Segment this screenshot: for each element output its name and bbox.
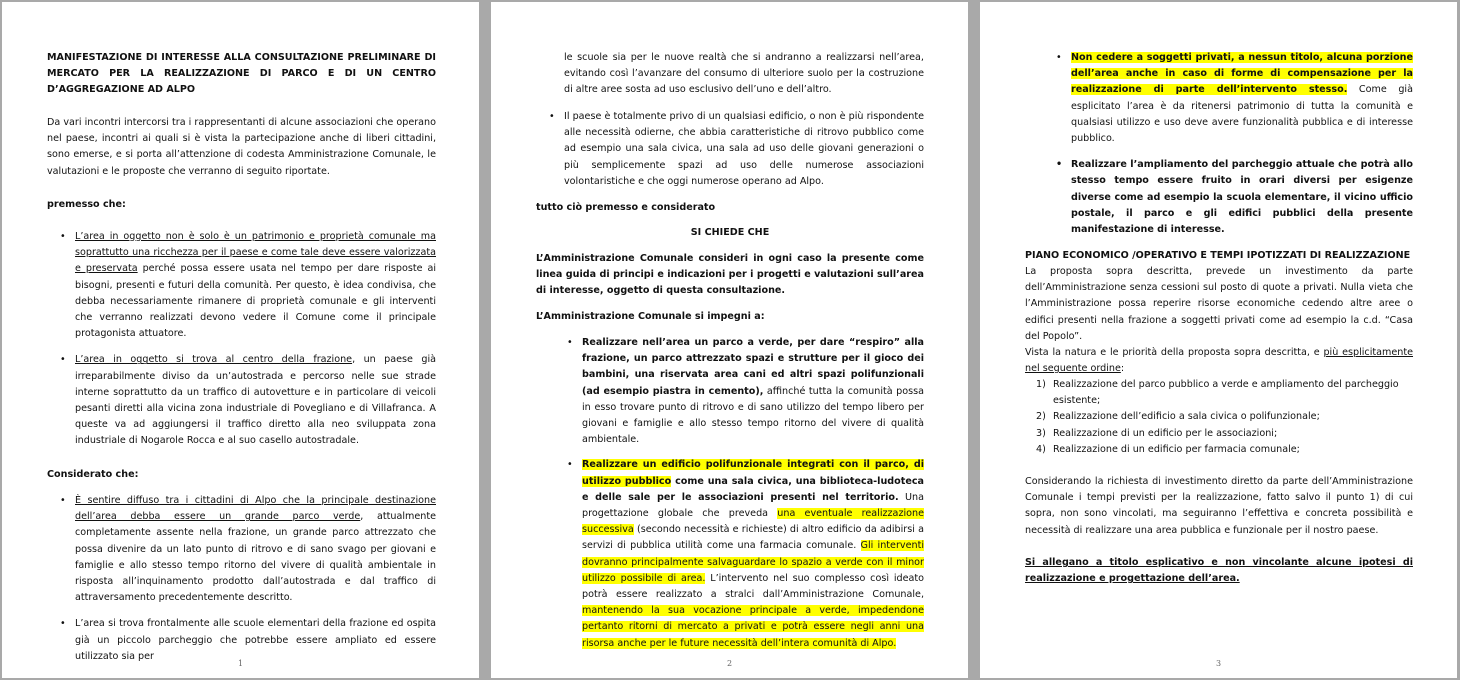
item-text: , attualmente completamente assente nella frazione, un grande parco attrezzato che possa divenire da un lato punto di ritrovo e di sano svago per giovani e famiglie e allo stesso tempo ritorno del vivere di qualità ambientale in risposta all’inquinamento prodotto dall’autostrada e dal traffico di attraversamento precedentemente descritto.: [75, 511, 436, 604]
list-item: • L’area si trova frontalmente alle scuole elementari della frazione ed ospita già un piccolo parcheggio che potrebbe essere ampliato ed essere utilizzato sia per: [75, 616, 436, 665]
list-item: [75, 352, 436, 449]
item-text: Vista la natura e le priorità della proposta sopra descritta, e: [1025, 347, 1324, 358]
considerato-list-cont: [564, 109, 924, 190]
highlighted-text: Gli interventi dovranno principalmente salvaguardare lo spazio a verde con il minor utilizzo possibile di area.: [582, 540, 924, 584]
list-item: • Il paese è totalmente privo di un qualsiasi edificio, o non è più rispondente alle necessità odierne, che abbia caratteristiche di ritrovo pubblico come ad esempio una sala civica, una sala ad uso delle giovani generazioni o più semplicemente spazi ad uso delle numerose associazioni volontaristiche e che oggi numerose operano ad Alpo.: [564, 109, 924, 190]
premesso-list: [75, 229, 436, 450]
item-text: perché possa essere usata nel tempo per dare risposte ai bisogni, presenti e futuri della comunità. Per questo, è idea condivisa, che debba necessariamente rimanere di proprietà comunale e gli interventi che verranno realizzati devono vedere il Comune come il principale protagonista attuatore.: [75, 263, 436, 340]
item-text: L’intervento nel suo complesso così ideato potrà essere realizzato a stralci dall’Amministrazione Comunale,: [582, 572, 924, 601]
list-item: 2) Realizzazione dell’edificio a sala civica o polifunzionale;: [1036, 411, 1320, 423]
linea-guida-paragraph: L’Amministrazione Comunale consideri in ogni caso la presente come linea guida di principi e indicazioni per i progetti e valutazioni sull’area di interesse, oggetto di questa consultazione.: [536, 253, 924, 297]
highlighted-text: mantenendo la sua vocazione principale a verde, impedendone pertanto ritorni di mercato a privati e potrà essere negli anni una risorsa anche per le future necessità dell’intera comunità di Alpo.: [582, 605, 924, 649]
document-title: MANIFESTAZIONE DI INTERESSE ALLA CONSULTAZIONE PRELIMINARE DI MERCATO PER LA REALIZZAZIONE DI PARCO E DI UN CENTRO D’AGGREGAZIONE AD ALPO: [47, 52, 436, 96]
page-number: 1: [237, 659, 244, 668]
continued-paragraph: le scuole sia per le nuove realtà che si andranno a realizzarsi nell’area, evitando così l’avanzare del consumo di ulteriore suolo per la costruzione di altre aree sosta ad uso esclusivo dell’uno e dell’altro.: [564, 52, 924, 96]
item-text: :: [1120, 363, 1125, 375]
considerando-paragraph: Considerando la richiesta di investimento diretto da parte dell’Amministrazione Comunale i tempi previsti per la realizzazione, fatto salvo il punto 1) di cui sopra, non sono vincolati, ma seguiranno l’effettiva e concreta possibilità e necessità di realizzare una area pubblica e funzionale per il nostro paese.: [1025, 476, 1413, 536]
document-page-1: [2, 2, 479, 678]
list-item: [75, 229, 436, 342]
list-item: [582, 335, 924, 448]
underlined-text: più esplicitamente nel seguente ordine: [1025, 347, 1414, 375]
item-text: Come già esplicitato l’area è da ritenersi patrimonio di tutta la comunità e qualsiasi utilizzo e uso deve avere funzionalità pubblica e di interesse pubblico.: [1071, 84, 1413, 145]
underlined-text: L’area in oggetto si trova al centro della frazione: [75, 354, 353, 366]
list-item: [1071, 50, 1413, 147]
item-text: Una progettazione globale che preveda: [582, 491, 924, 520]
list-item: 3) Realizzazione di un edificio per le associazioni;: [1036, 427, 1278, 439]
impegni-list: [582, 335, 924, 652]
premesso-heading: premesso che:: [47, 199, 126, 210]
bold-text: Realizzare nell’area un parco a verde, per dare “respiro” alla frazione, un parco attrezzato spazi e strutture per il gioco dei bambini, una riservata area cani ed altri spazi polifunzionali (ad esempio piastra in cemento),: [582, 337, 924, 397]
considerato-list: [75, 493, 436, 665]
impegni-list-cont: [1071, 50, 1413, 238]
piano-heading: PIANO ECONOMICO /OPERATIVO E TEMPI IPOTIZZATI DI REALIZZAZIONE: [1025, 250, 1411, 261]
intro-paragraph: Da vari incontri intercorsi tra i rappresentanti di alcune associazioni che operano nel paese, incontri ai quali si è vista la partecipazione anche di liberi cittadini, sono emerse, e si porta all’attenzione di codesta Amministrazione Comunale, le valutazioni e le proposte che verranno di seguito riportate.: [47, 117, 436, 177]
page-number: 2: [726, 659, 733, 668]
allegano-paragraph: Si allegano a titolo esplicativo e non vincolante alcune ipotesi di realizzazione e progettazione dell’area.: [1025, 557, 1413, 585]
item-text: , un paese già irreparabilmente diviso da un’autostrada e percorso nelle sue strade interne soprattutto da un traffico di autovetture e in particolare di veicoli pesanti diretti alla vicina zona industriale di Povegliano e di Villafranca. A queste va ad aggiungersi il traffico diretto alla neo sviluppata zona industriale di Nogarole Rocca e al suo casello autostradale.: [75, 354, 437, 447]
bold-text: come una sala civica, una biblioteca-ludoteca e delle sale per le associazioni presenti nel territorio.: [582, 475, 924, 503]
impegni-heading: L’Amministrazione Comunale si impegni a:: [536, 311, 765, 322]
highlighted-text: una eventuale realizzazione successiva: [582, 508, 924, 536]
list-item: [75, 493, 436, 606]
list-item: [582, 457, 924, 651]
list-item: 4) Realizzazione di un edificio per farmacia comunale;: [1036, 443, 1300, 455]
document-page-3: [980, 2, 1457, 678]
page-number: 3: [1215, 659, 1222, 668]
priority-list: [1036, 377, 1413, 458]
tutto-premesso: tutto ciò premesso e considerato: [536, 202, 716, 213]
si-chiede-heading: SI CHIEDE CHE: [690, 227, 770, 238]
item-text: (secondo necessità e richieste) di altro edificio da adibirsi a servizi di pubblica utilità come una farmacia comunale.: [582, 524, 924, 552]
highlighted-text: Non cedere a soggetti privati, a nessun titolo, alcuna porzione dell’area anche in caso di forme di compensazione per la realizzazione di parte dell’intervento stesso.: [1071, 52, 1413, 96]
considerato-heading: Considerato che:: [47, 469, 139, 480]
underlined-text: L’area in oggetto non è solo è un patrimonio e proprietà comunale ma soprattutto una ricchezza per il paese e come tale deve essere valorizzata e preservata: [75, 231, 436, 275]
list-item: • Realizzare l’ampliamento del parcheggio attuale che potrà allo stesso tempo essere fruito in orari diversi per esigenze diverse come ad esempio la scuola elementare, il vicino ufficio postale, il parco e gli edifici pubblici della presente manifestazione di interesse.: [1071, 157, 1413, 238]
document-page-2: [491, 2, 968, 678]
highlighted-text: Realizzare un edificio polifunzionale integrati con il parco, di utilizzo pubblico: [582, 459, 924, 487]
item-text: affinché tutta la comunità possa in esso trovare punto di ritrovo e di sano utilizzo del tempo libero per giovani e famiglie e allo stesso tempo ritorno del vivere di qualità ambientale.: [582, 385, 924, 446]
underlined-text: È sentire diffuso tra i cittadini di Alpo che la principale destinazione dell’area debba essere un grande parco verde: [75, 495, 436, 523]
vista-paragraph: [1025, 345, 1413, 377]
list-item: 1) Realizzazione del parco pubblico a verde e ampliamento del parcheggio esistente;: [1036, 379, 1399, 407]
piano-paragraph: La proposta sopra descritta, prevede un investimento da parte dell’Amministrazione senza cessioni sul posto di quote a privati. Nulla vieta che l’Amministrazione possa reperire risorse economiche cedendo altre aree o edifici presenti nella frazione a soggetti privati come ad esempio la c.d. “Casa del Popolo”.: [1025, 266, 1413, 342]
